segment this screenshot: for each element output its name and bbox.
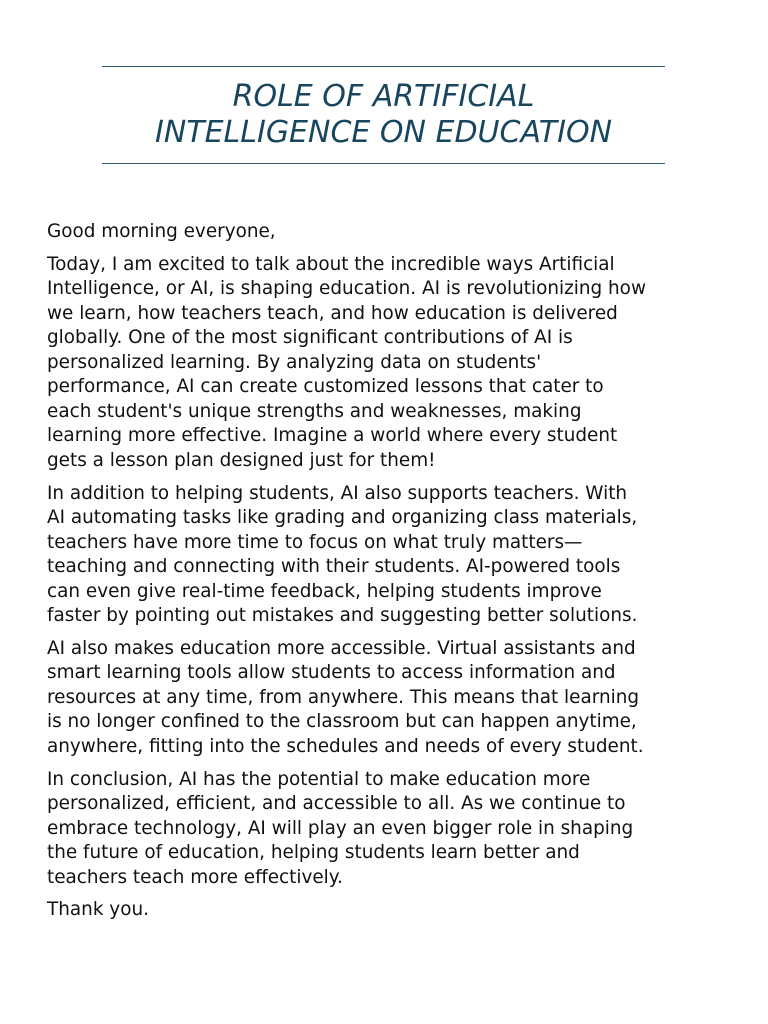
intro-paragraph [47, 253, 727, 474]
text-line: AI automating tasks like grading and organizing class materials, [47, 507, 638, 529]
closing-paragraph [47, 898, 727, 923]
greeting-paragraph [47, 220, 727, 245]
text-line: Today, I am excited to talk about the incredible ways Artificial [47, 253, 615, 275]
text-line: the future of education, helping students learn better and [47, 842, 580, 864]
text-line: Intelligence, or AI, is shaping education. AI is revolutionizing how [47, 278, 646, 300]
conclusion-paragraph [47, 768, 727, 891]
text-line: performance, AI can create customized lessons that cater to [47, 376, 604, 398]
text-line: gets a lesson plan designed just for them! [47, 449, 436, 471]
text-line: teachers have more time to focus on what truly matters— [47, 531, 583, 553]
text-line: personalized, efficient, and accessible to all. As we continue to [47, 793, 626, 815]
text-line: globally. One of the most significant contributions of AI is [47, 327, 573, 349]
document-title-line-2: INTELLIGENCE ON EDUCATION [154, 115, 613, 150]
text-line: personalized learning. By analyzing data on students' [47, 351, 542, 373]
text-line: is no longer confined to the classroom but can happen anytime, [47, 711, 637, 733]
text-line: we learn, how teachers teach, and how education is delivered [47, 302, 618, 324]
title-block [102, 66, 665, 164]
document-title-line-1: ROLE OF ARTIFICIAL [232, 79, 535, 114]
text-line: learning more effective. Imagine a world where every student [47, 425, 618, 447]
text-line: embrace technology, AI will play an even bigger role in shaping [47, 817, 634, 839]
text-line: Good morning everyone, [47, 221, 276, 242]
text-line: resources at any time, from anywhere. This means that learning [47, 686, 640, 708]
text-line: Thank you. [47, 899, 149, 921]
text-line: teachers teach more effectively. [47, 866, 343, 888]
text-line: smart learning tools allow students to access information and [47, 662, 616, 684]
text-line: teaching and connecting with their students. AI-powered tools [47, 556, 621, 578]
teachers-paragraph [47, 482, 727, 629]
text-line: In conclusion, AI has the potential to make education more [47, 768, 591, 790]
text-line: faster by pointing out mistakes and suggesting better solutions. [47, 605, 638, 627]
text-line: In addition to helping students, AI also supports teachers. With [47, 482, 628, 504]
text-line: each student's unique strengths and weaknesses, making [47, 400, 582, 422]
speech-body [47, 220, 727, 931]
text-line: AI also makes education more accessible. Virtual assistants and [47, 637, 636, 659]
text-line: anywhere, fitting into the schedules and needs of every student. [47, 735, 644, 757]
accessibility-paragraph [47, 637, 727, 760]
text-line: can even give real-time feedback, helping students improve [47, 580, 602, 602]
